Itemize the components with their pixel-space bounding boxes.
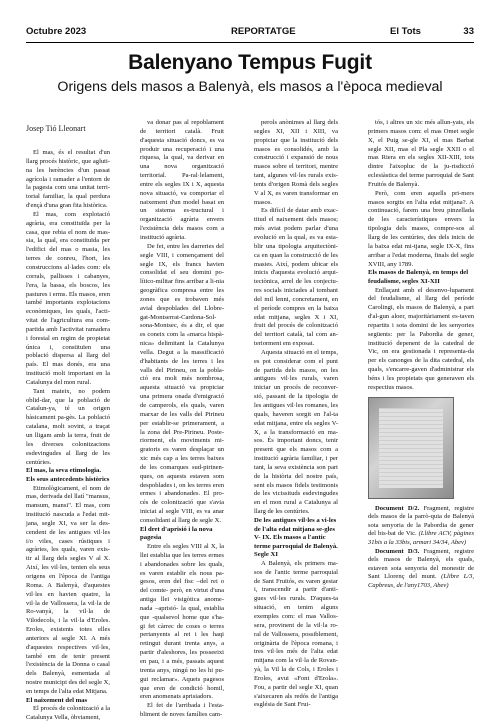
article-column-1 (26, 119, 111, 722)
paragraph: Entre els segles VIII al X, la llei establia que les terres ermes i abandonades sobre les quals, es varen establir els nous pa-gesos, eren del fisc –del rei o del comte- però, en virtut d'una antiga llei visigòtica anome-nada –aprisió- la qual, establia que -qualsevol home que s'ha-gi fet càrrec de coses o terres pertanyents al rei i les haqi retingut durant trenta anys, a partir d'aleshores, les posseeixi en pau, i a més, passats aquest trenta anys, ningú no les hi pu-gui reclamar». Aquets pagesos que eren de condició homil, eren anomenats aprisiadors. (140, 543, 224, 701)
paragraph: Es difícil de datar amb exac-titud el naixement dels masos; més aviat podem parlar d'una evolució en la qual, es va esta-blir una tipologia arquitectòni-ca en quan la construcció de les masies. Així, podem ubicar els inicis d'aquesta evolució arqui-tectònica, arrel de les conjectu-res socials iniciades al tombant del mil lenni, concretament, en el període compres en la baixa edat mitjana, segles X i XI, fruit del procés de colonització del territori català, tal com an-teriorment em exposat. (254, 207, 338, 348)
paragraph: Aquesta situació en el temps, es pot considerar com el punt de partida dels masos, on les antigues vil·les rurals, varen iniciar un procés de reconver-sió, passant de la tipologia de les antigues vil·les romanes, les quals, haveren sorgit en l'al-ta edat mitjana, entre els segles V-X, a la transformació en ma-sos. És important doncs, tenir present que els masos com a institució agrària familiar, i per tant, la seva existència son part de la història del nostre país, sent els masos fidels testimonis de les vicissituds esdevingudes en el mon rural a Catalunya al llarg de les centúries. (254, 348, 338, 516)
section-heading: El naixement del mas (26, 696, 88, 704)
paragraph: El mas, com explotació agrària, era constituïda per la casa, que rebia el nom de mas-sia, la qual, era constituïda per l'edifici del mas o masia, les terres de conreu, l'hort, les construccions al·lades com: els corrals, pallisses i cabanyes, l'era, la bassa, els boscos, les pastures i erms. Els masos, eren també importants explotacions econòmiques, les quals, l'acti-vitat de l'agricultura era com-partida amb l'activitat ramadera i forestal en regim de propietat única i, constituïen una població dispersa al llarg del país. El mas donés, era una institució molt important en la Catalunya del mon rural. (26, 210, 110, 386)
document-photo (368, 397, 454, 499)
article-column-3 (254, 119, 338, 709)
author-byline: Josep Tió Lleonart (26, 124, 86, 133)
article-column-2 (140, 119, 224, 719)
paragraph: tós, i altres un xic més allun-yats, els primers masos com: el mas Omet segle X, el Puig se-gle XI, el mas Barbat segle XII, mas el Pla segle XXII o el mas Riera en els segles XII-XIII, tots dintre l'aixopluc de la ju-risdicció eclesiàstica del terme parroquial de Sant Fruitós de Balenyà. (368, 119, 474, 188)
manuscript-page (379, 408, 443, 488)
paragraph: El fet de l'arribada i l'esta-bliment de noves famílies cam- (140, 702, 224, 719)
paragraph: Però, com eren aquells pri-mers masos sorgits en l'alta edat mitjana?. A continuació, farem una breu pinzellada de les característiques envers la tipologia dels masos, compre-sos al llarg de les centúries, des dels inicis de la baixa edat mi-tjana, segle IX-X, fins arribar a l'edat moderna, finals del segle XVIII, any 1789. (368, 189, 474, 268)
caption-text: Fragment, registre dels masos de Balenyà, els quals, estaven sota senyoria del monestir de Sant Llorenç del munt. (368, 547, 474, 581)
paragraph: El mas, és el resultat d'un llarg procés històric, que agluti-na les herències d'un passat agrícola i ramader a l'entorn de la pagesia com una unitat terri-torial familiar, la qual perdura d'ençà d'una gran fita històrica. (26, 149, 110, 210)
paragraph: Tant mateix, no podem oblid-dar, que la població de Catalun-ya, té un origen bàsicament pa-gès. La població catalana, molt sovint, a traçat un lligam amb la terra, fruit de les diverses colonitzacions esdevingudes al llarg de les centúries. (26, 387, 110, 466)
paragraph: Enllaçant amb el desenvo-lupament del feudalisme, al llarg del període Carolingi, els masos de Balenyà, a part d'al-gun aloer, majoritàriament es-taven repartits i sota domini de les senyories següents: per la Pabordia de gener, institució depenent de la catedral de Vic, on era gestionada i representa-da per els canonges de la dita catedral, els quals, s'encarre-gaven d'administrar els béns i les propietats que generaven els respectius masos. (368, 286, 474, 391)
section-heading: El dret d'aprisió i la nova pagesia (140, 525, 213, 542)
caption-label: Document D/2. (375, 504, 420, 512)
header-rule (26, 42, 474, 43)
caption-label: Document D/3. (375, 547, 420, 555)
photo-caption (368, 548, 474, 591)
paragraph: va donar pas al repoblament de territori català. Fruit d'aquesta situació doncs, es va produir una recuperació i una riquesa, la qual, va derivar en una nova organització territorial. Pa-ral·lelament, entre els segles IX i X, aquesta nova situació, va comportar el naixement d'un model basat en un sistema es-tructural i organització agrària envers l'existència dels masos com a institució agrària. (140, 119, 224, 241)
article-title: Balenyano Tempus Fugit (128, 51, 372, 74)
page-header (26, 26, 474, 40)
section-label: REPORTATGE (231, 26, 296, 37)
paragraph: perols anònimes al llarg dels segles XI, XII i XIII, va propiciar que la institució dels masos es consolidés, amb la construcció i expansió de nous masos sobre el territori, mentre tant, algunes vil·les rurals exis-tents d'origen Romà dels segles V al X, es varen transformar en masos. (254, 119, 338, 206)
paragraph: El procés de colonització a la Catalunya Vella, òbviament, (26, 705, 110, 722)
paragraph: De fet, entre les darreries del segle VIII, i començament del segle IX, els francs havien consolidat el seu domini po-lítico-militar fins arribar a li-nia geogràfica compresa entre les zones que es trobaven més avial despoblades del Llobre-gat-Montserrat-Cardona-Sol-sona-Montsec, és a dir, el que es coneix com la «marca hispà-nica» delimitant la Catalunya vella. Degut a la massificació d'habitants de les terres i les valls del Pirineu, on la pobla-ció era molt més nombrosa, aquesta situació va propiciar una primera onada d'emigració de camperols, els quals, varen marxar de les valls del Pirineu per establir-se primerament, a la zona del Pre-Pirineu. Poste-riorment, els moviments mi-gratoris es varen desplaçar un xic més cap a les terres baixes de les comarques sud-pirinen-ques, on aquests estaven som despoblades i, on les terres eren ermes i abandonades. El pro-cés de colonització que s'avia iniciat al segle VIII, es va anar consolidant al llarg de segle X. (140, 242, 224, 524)
paragraph: A Balenyà, els primers ma-sos de l'antic terme parroquial de Sant Fruitós, es varen gestar i, transcendir a partir d'anti-gues vil·les rurals. D'aques-ta situació, en tenim alguns exemples com: el mas Vallos-sera, provinent de la vil·la ro-ral de Vallossera, possiblement, originària de l'època romana, i tres vil·les més de l'alta edat mitjana com la vil·la de Rovan-yà, la Vil la de Cols, i Eroles i Eroles, avui «Font d'Erola». Fou, a partir del segle XI, quan s'aixecaren als redós de l'antiga església de Sant Frui- (254, 559, 338, 709)
section-heading: De les antigues vil·les a vi-les de l'alta edat mitjana se-gles V- IX. Els masos a l'antic terme parroquial de Balenyà. Segle XI (254, 516, 338, 559)
caption-source: (Llibre L/3, Capbreus, de l'any1703, Abev) (368, 573, 475, 589)
article-column-4 (368, 119, 474, 659)
photo-caption (368, 505, 474, 548)
issue-date: Octubre 2023 (26, 26, 87, 37)
paragraph: Etimològicament, el nom de mas, derivada del llatí "mansus, mansum, mansi". El mas, com institució nascuda a l'edat mit-jana, segle XI, va ser la des-cendent de les antigues vil·les i/o viles, cases rústiques i agràries, les quals, varen exis-tir al llarg dels segles V al X. Així, les vil·les, tenien els seus origens en l'època de l'antiga Roma. A Balenyà, d'aquestes vil·les en havien quatre, la vil·la de Vallossera, la vil·la de Ro-vanyà, la vil·la de Vilodecols, i la vil·la d'Eroles. Eroles, existents totes elles anteriors al segle XI. A més d'aquestes respectives vil·les, també em de tenir present l'existència de la Donna o casal dels Balenyà, esmentada al nostre municipi des del segle X, en temps de l'alta edat Mitjana. (26, 484, 111, 695)
page-number: 33 (463, 26, 474, 37)
caption-source: (Llibre ACV, pàgines 31bis a la 33bis, armari 34/34, Abev) (368, 530, 474, 547)
section-heading: Els masos de Balenyà, en temps del feudalisme, segles XI-XII (368, 269, 469, 285)
publication-name: El Tots (390, 26, 421, 37)
article-subtitle: Origens dels masos a Balenyà, els masos a l'època medieval (57, 79, 443, 95)
caption-text: Fragment, registre dels masos de la parrò-quia de Balenyà sota senyoria de la Pabordia de gener del bis-bat de Vic. (368, 504, 474, 538)
section-heading: El mas, la seva etimologia. Els seus antecedents històrics (26, 467, 110, 483)
